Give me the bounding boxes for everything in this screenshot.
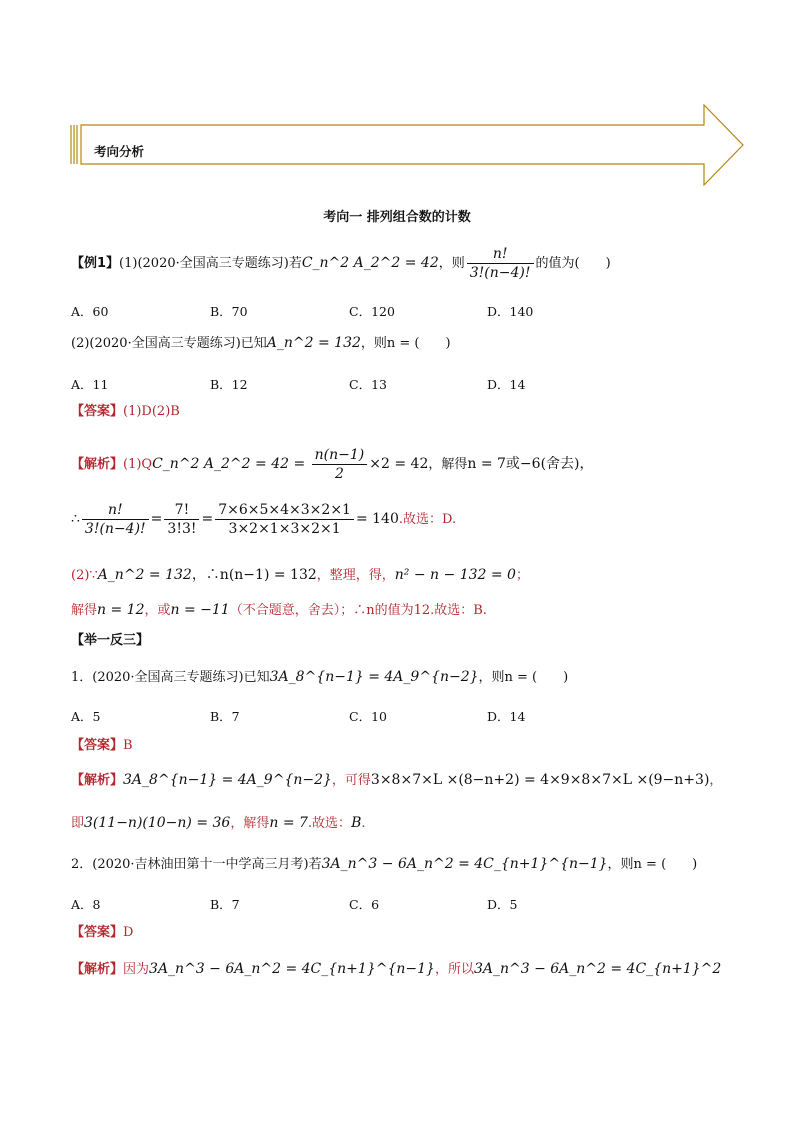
example1-question1 (71, 247, 611, 280)
formula: 3A_n^3 − 6A_n^2 = 4C_{n+1}^2 (473, 961, 722, 977)
banner-title: 考向分析 (94, 144, 145, 159)
option-d: D．14 (487, 709, 526, 724)
solution-text: ，解得 (428, 457, 468, 472)
option-a: A．11 (71, 377, 109, 392)
practice1-answer (71, 739, 133, 752)
example1-solution-line1: 【解析】(1)QC_n^2 A_2^2 = 42 = $\frac{n(n-1)}{2}$ ×2 = 42，解得n = 7或−6(舍去)， (71, 447, 594, 482)
option-b: B．7 (210, 897, 240, 912)
option-d: D．140 (487, 304, 534, 319)
example1-answer (71, 405, 180, 418)
option-b: B．7 (210, 709, 240, 724)
question-text: ，则n = ( ) (478, 670, 569, 685)
option-d: D．5 (487, 897, 518, 912)
answer-value: (1)D(2)B (123, 404, 180, 419)
answer-tag: 【答案】 (71, 925, 124, 940)
question-source: (2)(2020·全国高三专题练习)已知 (71, 336, 267, 351)
solution-text: ， (709, 773, 723, 788)
question-source: 2．(2020·吉林油田第十一中学高三月考)若 (71, 857, 322, 872)
answer-tag: 【答案】 (71, 404, 124, 419)
formula: ，∴n(n−1) = 132 (191, 567, 317, 583)
solution-text: .故选： (307, 816, 352, 831)
question-text: ，则n = ( ) (607, 857, 698, 872)
practice1-solution-line2 (71, 816, 366, 830)
solution-text: 解得 (71, 603, 98, 618)
solution-text: (2)∵ (71, 568, 98, 583)
practice1-question (71, 670, 568, 684)
question-text: ，则n = ( ) (360, 336, 451, 351)
formula: 3A_n^3 − 6A_n^2 = 4C_{n+1}^{n−1} (321, 856, 608, 872)
practice1-solution-line1 (71, 773, 722, 787)
option-d: D．14 (487, 377, 526, 392)
option-c: C．10 (349, 709, 387, 724)
example-tag: 【例1】 (71, 256, 120, 271)
solution-text: （不合题意，舍去）；∴n的值为12.故选：B. (229, 603, 487, 618)
formula: = 140 (355, 511, 399, 527)
therefore-symbol: ∴ (71, 511, 80, 527)
formula: C_n^2 A_2^2 = 42 (301, 255, 439, 271)
option-b: B．70 (210, 304, 248, 319)
formula: 3×8×7×L ×(8−n+2) = 4×9×8×7×L ×(9−n+3) (370, 772, 710, 788)
analysis-tag: 【解析】 (71, 962, 124, 977)
solution-text: ，整理，得， (316, 568, 395, 583)
solution-text: .故选：D. (398, 512, 457, 527)
question-text: ，则 (438, 256, 465, 271)
question-source: (1)(2020·全国高三专题练习)若 (119, 256, 302, 271)
practice-tag: 【举一反三】 (71, 633, 150, 648)
fraction (215, 503, 354, 536)
solution-text: ； (515, 568, 529, 583)
option-c: C．13 (349, 377, 387, 392)
section-title: 考向一 排列组合数的计数 (323, 210, 471, 225)
solution-text: ，或 (144, 603, 171, 618)
answer-value: B (123, 738, 133, 753)
solution-text: ，可得 (331, 773, 371, 788)
solution-text: 即 (71, 816, 85, 831)
formula: A_n^2 = 132 (97, 567, 192, 583)
fraction-numerator: n! (467, 247, 534, 264)
example1-solution-line2: ∴ $\frac{n!}{3!(n-4)!}$ = $\frac{7!}{3!3!}$ = $\frac{7\times 6\times 5\times 4\times 3\times 2\times 1}{3\times 2\times 1\times 3\times 2\times 1}$ = 140.故选：D. (71, 502, 457, 537)
fraction-numerator: n! (82, 503, 149, 520)
formula: 3(11−n)(10−n) = 36 (84, 815, 231, 831)
section-banner-arrow (70, 104, 746, 186)
option-a: A．5 (71, 709, 101, 724)
fraction (312, 448, 368, 481)
formula: n = 7或−6(舍去)， (467, 456, 594, 472)
fraction-denominator: 3!(n−4)! (84, 521, 146, 537)
fraction-denominator: 2 (335, 466, 344, 482)
formula: n = −11 (170, 602, 230, 618)
answer-tag: 【答案】 (71, 738, 124, 753)
example1-question2 (71, 336, 451, 350)
option-c: C．6 (349, 897, 380, 912)
fraction (467, 247, 534, 280)
analysis-tag: 【解析】 (71, 457, 124, 472)
fraction (82, 503, 149, 536)
option-a: A．60 (71, 304, 109, 319)
practice2-question (71, 857, 697, 871)
formula: 3A_8^{n−1} = 4A_9^{n−2} (123, 772, 332, 788)
formula: B (351, 815, 362, 831)
solution-text: . (361, 816, 366, 831)
practice2-solution-line1 (71, 962, 721, 976)
question-source: 1．(2020·全国高三专题练习)已知 (71, 670, 270, 685)
fraction-denominator: 3×2×1×3×2×1 (228, 521, 341, 537)
fraction-numerator: 7! (164, 503, 199, 520)
formula: C_n^2 A_2^2 = 42 (152, 456, 290, 472)
solution-text: ，解得 (230, 816, 270, 831)
question-text: 的值为( ) (535, 256, 611, 271)
fraction-numerator: 7×6×5×4×3×2×1 (215, 503, 354, 520)
fraction-denominator: 3!(n−4)! (469, 265, 531, 281)
fraction-denominator: 3!3! (167, 521, 197, 537)
solution-text: ，所以 (434, 962, 474, 977)
solution-text: (1)Q (123, 457, 153, 472)
fraction (164, 503, 199, 536)
formula: n = 12 (97, 602, 145, 618)
formula: 3A_n^3 − 6A_n^2 = 4C_{n+1}^{n−1} (149, 961, 435, 977)
answer-value: D (123, 925, 134, 940)
solution-text: 因为 (123, 962, 150, 977)
option-b: B．12 (210, 377, 248, 392)
fraction-numerator: n(n−1) (312, 448, 368, 465)
formula: A_n^2 = 132 (266, 335, 361, 351)
practice2-answer (71, 926, 133, 939)
formula: ×2 = 42 (369, 456, 429, 472)
formula: 3A_8^{n−1} = 4A_9^{n−2} (269, 669, 479, 685)
option-c: C．120 (349, 304, 395, 319)
analysis-tag: 【解析】 (71, 773, 124, 788)
example1-solution-line4 (71, 603, 487, 617)
formula: n = 7 (269, 815, 308, 831)
formula: n² − n − 132 = 0 (394, 567, 516, 583)
option-a: A．8 (71, 897, 101, 912)
example1-solution-line3 (71, 568, 529, 582)
